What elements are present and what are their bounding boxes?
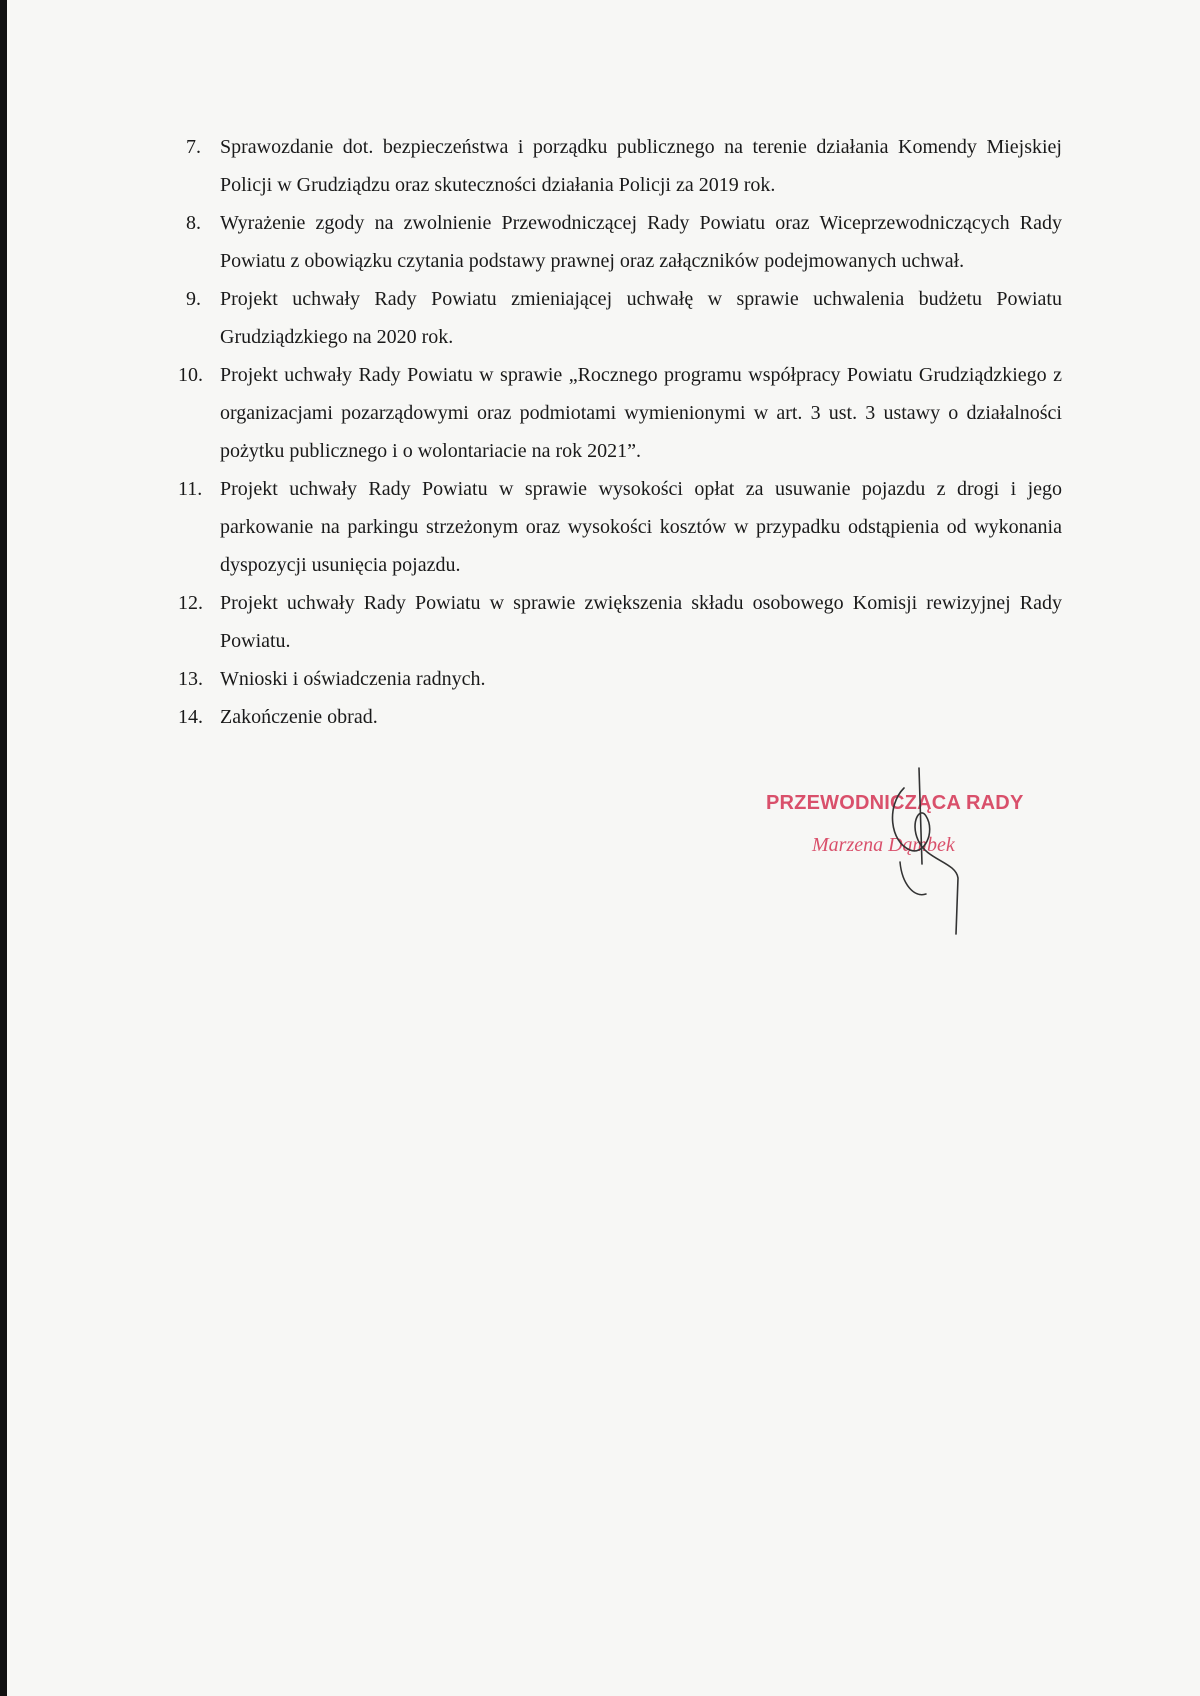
- agenda-item-text: Projekt uchwały Rady Powiatu w sprawie zwiększenia składu osobowego Komisji rewizyjnej Rady Powiatu.: [220, 592, 1062, 652]
- stamp-name: Marzena Dąmbek: [812, 834, 955, 856]
- agenda-item-13: [178, 660, 1062, 698]
- agenda-item-9: [186, 280, 1062, 356]
- agenda-item-text: Wnioski i oświadczenia radnych.: [220, 668, 486, 690]
- scan-edge: [0, 0, 7, 1696]
- agenda-item-10: [178, 356, 1062, 470]
- agenda-item-text: Wyrażenie zgody na zwolnienie Przewodniczącej Rady Powiatu oraz Wiceprzewodniczących Rady Powiatu z obowiązku czytania podstawy prawnej oraz załączników podejmowanych uchwał.: [220, 212, 1062, 272]
- agenda-item-text: Sprawozdanie dot. bezpieczeństwa i porządku publicznego na terenie działania Komendy Miejskiej Policji w Grudziądzu oraz skuteczności działania Policji za 2019 rok.: [220, 136, 1062, 196]
- agenda-item-14: [178, 698, 1062, 736]
- agenda-item-number: 11.: [178, 478, 203, 500]
- agenda-item-number: 9.: [186, 288, 201, 310]
- agenda-item-text: Zakończenie obrad.: [220, 706, 378, 728]
- agenda-item-12: [178, 584, 1062, 660]
- agenda-item-number: 13.: [178, 668, 203, 690]
- agenda-item-number: 10.: [178, 364, 203, 386]
- agenda-item-text: Projekt uchwały Rady Powiatu w sprawie „Rocznego programu współpracy Powiatu Grudziądzkiego z organizacjami pozarządowymi oraz podmiotami wymienionymi w art. 3 ust. 3 ustawy o działalności pożytku publicznego i o wolontariacie na rok 2021”.: [220, 364, 1062, 462]
- agenda-item-8: [186, 204, 1062, 280]
- agenda-item-text: Projekt uchwały Rady Powiatu zmieniającej uchwałę w sprawie uchwalenia budżetu Powiatu Grudziądzkiego na 2020 rok.: [220, 288, 1062, 348]
- agenda-item-number: 7.: [186, 136, 201, 158]
- agenda-item-7: [186, 128, 1062, 204]
- agenda-item-number: 14.: [178, 706, 203, 728]
- agenda-item-text: Projekt uchwały Rady Powiatu w sprawie wysokości opłat za usuwanie pojazdu z drogi i jego parkowanie na parkingu strzeżonym oraz wysokości kosztów w przypadku odstąpienia od wykonania dyspozycji usunięcia pojazdu.: [220, 478, 1062, 576]
- agenda-item-11: [178, 470, 1062, 584]
- agenda-list: [178, 128, 1062, 736]
- agenda-item-number: 8.: [186, 212, 201, 234]
- handwritten-signature-icon: [866, 766, 976, 936]
- agenda-item-number: 12.: [178, 592, 203, 614]
- stamp-title: PRZEWODNICZĄCA RADY: [766, 792, 1024, 814]
